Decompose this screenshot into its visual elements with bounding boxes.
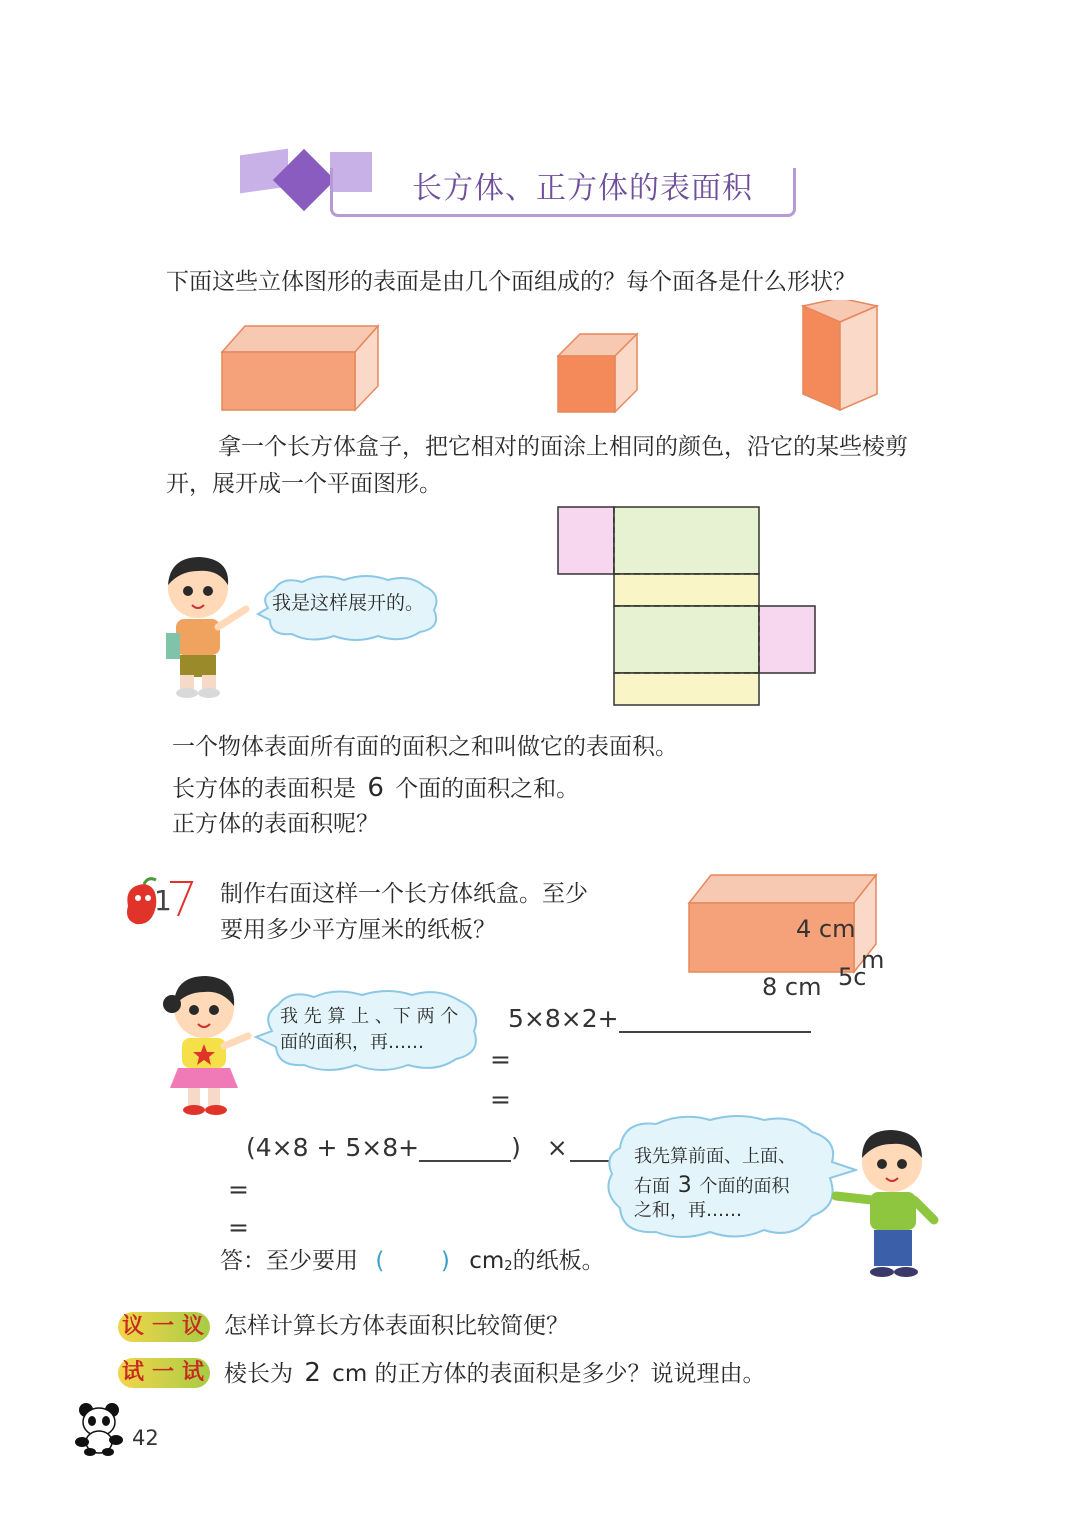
definition-line2 <box>172 772 579 806</box>
answer-suffix: 的纸板。 <box>512 1248 605 1274</box>
girl-character <box>160 970 256 1120</box>
discuss-tag-a: 议 <box>122 1314 145 1339</box>
cuboid-figure <box>222 326 378 410</box>
method2-equals-1: = <box>228 1175 249 1204</box>
prism-figure <box>803 300 877 410</box>
try-text-prefix: 棱长为 <box>224 1361 293 1387</box>
boy2-bubble-line3: 之和，再…… <box>634 1200 742 1221</box>
boy-character <box>158 555 258 700</box>
try-tag <box>118 1358 210 1388</box>
boy2-character <box>830 1126 942 1280</box>
example-question-line1: 制作右面这样一个长方体纸盒。至少 <box>220 881 588 907</box>
answer-line <box>220 1247 605 1277</box>
method1-equals-1: = <box>490 1045 511 1074</box>
discuss-tag-c: 议 <box>182 1314 205 1339</box>
method2-blank-inner[interactable] <box>419 1134 511 1162</box>
definition-line3: 正方体的表面积呢？ <box>172 811 379 837</box>
try-tag-c: 试 <box>182 1360 205 1385</box>
boy2-bubble-line2-suffix: 个面的面积 <box>699 1176 790 1197</box>
dim-width-label-a: 5c <box>838 963 867 991</box>
page-title: 长方体、正方体的表面积 <box>412 171 753 206</box>
page-number: 42 <box>132 1426 159 1450</box>
definition-line2-prefix: 长方体的表面积是 <box>172 776 356 802</box>
intro-question: 下面这些立体图形的表面是由几个面组成的？每个面各是什么形状？ <box>166 269 856 295</box>
example-question-line2: 要用多少平方厘米的纸板？ <box>220 917 496 943</box>
definition-line2-suffix: 个面的面积之和。 <box>395 776 580 802</box>
dim-height-label: 4 cm <box>796 915 856 943</box>
method2-expression <box>246 1133 618 1162</box>
discuss-tag-b: 一 <box>152 1314 175 1339</box>
method2-expr-open: (4×8 + 5×8+ <box>246 1133 420 1162</box>
girl-bubble-line1: 我 先 算 上 、下 两 个 <box>280 1006 459 1027</box>
try-tag-b: 一 <box>152 1360 175 1385</box>
answer-paren-close: ) <box>440 1248 450 1274</box>
discuss-tag <box>118 1312 210 1342</box>
answer-unit-sup: 2 <box>504 1259 513 1274</box>
try-tag-a: 试 <box>122 1360 145 1385</box>
discuss-text: 怎样计算长方体表面积比较简便？ <box>224 1313 569 1339</box>
method1-equals-2: = <box>490 1085 511 1114</box>
method1-expression <box>508 1004 811 1033</box>
method1-blank[interactable] <box>619 1005 811 1033</box>
unfold-paragraph-line1: 拿一个长方体盒子，把它相对的面涂上相同的颜色，沿它的某些棱剪 <box>218 434 908 460</box>
method2-times: × <box>546 1133 568 1162</box>
boy-bubble-text: 我是这样展开的。 <box>272 592 425 614</box>
boy2-bubble-line1: 我先算前面、上面、 <box>634 1146 796 1167</box>
try-text-number: 2 <box>304 1358 321 1388</box>
answer-paren-open: ( <box>375 1248 385 1274</box>
boy2-bubble-line2-prefix: 右面 <box>634 1176 670 1197</box>
answer-prefix: 答：至少要用 <box>220 1248 358 1274</box>
definition-line1: 一个物体表面所有面的面积之和叫做它的表面积。 <box>172 734 678 760</box>
girl-bubble-line2: 面的面积，再…… <box>280 1032 424 1053</box>
try-text <box>224 1357 766 1391</box>
boy2-bubble-line2-number: 3 <box>677 1173 692 1198</box>
dim-length-label: 8 cm <box>762 973 822 1001</box>
method2-expr-close: ) <box>511 1133 521 1162</box>
cube-figure <box>558 334 637 412</box>
try-text-suffix: cm 的正方体的表面积是多少？说说理由。 <box>332 1361 766 1387</box>
solid-shapes <box>210 300 890 420</box>
panda-icon <box>72 1400 128 1456</box>
unfold-paragraph-line2: 开，展开成一个平面图形。 <box>166 471 442 497</box>
cuboid-net-diagram <box>556 505 818 710</box>
dim-width-label-b: m <box>861 946 885 974</box>
answer-unit: cm <box>469 1248 505 1274</box>
definition-line2-number: 6 <box>367 773 384 803</box>
method2-equals-2: = <box>228 1213 249 1242</box>
example-number: 1 <box>154 884 172 917</box>
method1-expr-text: 5×8×2+ <box>508 1004 619 1033</box>
